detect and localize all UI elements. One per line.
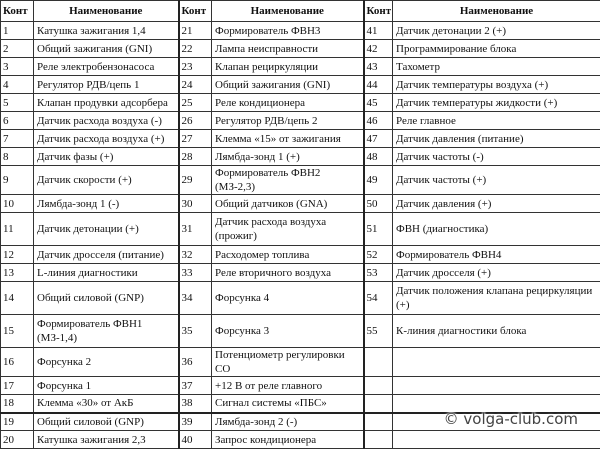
pin-name-cell: Запрос кондиционера <box>212 431 364 449</box>
pin-number-cell: 2 <box>1 40 34 58</box>
table-row <box>1 264 600 282</box>
pin-number-cell: 27 <box>179 130 212 148</box>
table-row <box>1 22 600 40</box>
watermark: © volga-club.com <box>444 410 578 428</box>
pin-name-cell: Датчик дросселя (+) <box>393 264 600 282</box>
pin-name-cell <box>393 348 600 377</box>
pin-name-cell: Форсунка 2 <box>34 348 179 377</box>
pin-number-cell: 43 <box>364 58 393 76</box>
pin-number-cell: 37 <box>179 377 212 395</box>
pin-number-cell: 41 <box>364 22 393 40</box>
pin-number-cell: 4 <box>1 76 34 94</box>
pin-number-cell: 5 <box>1 94 34 112</box>
pin-name-cell: Датчик скорости (+) <box>34 166 179 195</box>
header-name-1: Наименование <box>34 1 179 22</box>
pin-name-cell: Датчик расхода воздуха (-) <box>34 112 179 130</box>
pin-number-cell: 1 <box>1 22 34 40</box>
pin-name-cell: Регулятор РДВ/цепь 2 <box>212 112 364 130</box>
pin-number-cell: 22 <box>179 40 212 58</box>
pin-number-cell: 45 <box>364 94 393 112</box>
pin-number-cell: 34 <box>179 282 212 315</box>
pin-name-cell: Датчик частоты (+) <box>393 166 600 195</box>
pin-name-cell <box>393 431 600 449</box>
pin-name-cell: Общий зажигания (GNI) <box>212 76 364 94</box>
pin-name-cell: Клемма «30» от АкБ <box>34 395 179 413</box>
pin-number-cell: 10 <box>1 195 34 213</box>
pin-name-cell: Лямбда-зонд 2 (-) <box>212 413 364 431</box>
pin-number-cell: 52 <box>364 246 393 264</box>
pin-number-cell: 16 <box>1 348 34 377</box>
pin-name-cell: Регулятор РДВ/цепь 1 <box>34 76 179 94</box>
pin-name-cell: Датчик температуры жидкости (+) <box>393 94 600 112</box>
pin-number-cell: 40 <box>179 431 212 449</box>
table-row <box>1 76 600 94</box>
pin-number-cell: 29 <box>179 166 212 195</box>
header-name-2: Наименование <box>212 1 364 22</box>
pin-number-cell: 25 <box>179 94 212 112</box>
pin-name-cell: Общий силовой (GNP) <box>34 413 179 431</box>
pin-name-cell: Катушка зажигания 2,3 <box>34 431 179 449</box>
pin-name-cell: Датчик положения клапана рециркуляции (+) <box>393 282 600 315</box>
pin-name-cell: Программирование блока <box>393 40 600 58</box>
pin-name-cell: Датчик частоты (-) <box>393 148 600 166</box>
pin-number-cell: 12 <box>1 246 34 264</box>
pin-number-cell: 39 <box>179 413 212 431</box>
pin-name-cell: Сигнал системы «ПБС» <box>212 395 364 413</box>
table-row <box>1 40 600 58</box>
pin-number-cell: 32 <box>179 246 212 264</box>
pin-name-cell: Реле электробензонасоса <box>34 58 179 76</box>
pin-number-cell: 21 <box>179 22 212 40</box>
pin-name-cell: Формирователь ФВН4 <box>393 246 600 264</box>
table-row <box>1 195 600 213</box>
table-row <box>1 213 600 246</box>
pin-name-cell: Датчик дросселя (питание) <box>34 246 179 264</box>
pin-name-cell: Лямбда-зонд 1 (+) <box>212 148 364 166</box>
table-row <box>1 94 600 112</box>
pin-name-cell: ФВН (диагностика) <box>393 213 600 246</box>
pin-name-cell: Реле вторичного воздуха <box>212 264 364 282</box>
pin-number-cell: 15 <box>1 315 34 348</box>
pin-name-cell: Клемма «15» от зажигания <box>212 130 364 148</box>
table-row <box>1 246 600 264</box>
pin-name-cell: Клапан продувки адсорбера <box>34 94 179 112</box>
pin-name-cell: Тахометр <box>393 58 600 76</box>
pin-number-cell: 13 <box>1 264 34 282</box>
pin-number-cell: 8 <box>1 148 34 166</box>
table-row <box>1 282 600 315</box>
pin-name-cell: Формирователь ФВН3 <box>212 22 364 40</box>
pin-number-cell: 18 <box>1 395 34 413</box>
pin-name-cell: Формирователь ФВН2 (МЗ-2,3) <box>212 166 364 195</box>
pin-number-cell: 23 <box>179 58 212 76</box>
pin-name-cell: Расходомер топлива <box>212 246 364 264</box>
table-row <box>1 377 600 395</box>
pin-name-cell: Датчик фазы (+) <box>34 148 179 166</box>
pin-number-cell: 11 <box>1 213 34 246</box>
pin-number-cell: 20 <box>1 431 34 449</box>
pin-name-cell: Датчик расхода воздуха (+) <box>34 130 179 148</box>
pin-name-cell: Общий силовой (GNP) <box>34 282 179 315</box>
pin-number-cell: 50 <box>364 195 393 213</box>
pin-number-cell: 48 <box>364 148 393 166</box>
pin-number-cell: 42 <box>364 40 393 58</box>
pin-number-cell: 36 <box>179 348 212 377</box>
pin-name-cell: Общий зажигания (GNI) <box>34 40 179 58</box>
pin-number-cell: 9 <box>1 166 34 195</box>
header-name-3: Наименование <box>393 1 600 22</box>
pin-name-cell: Катушка зажигания 1,4 <box>34 22 179 40</box>
header-num-1: Конт <box>1 1 34 22</box>
table-row <box>1 431 600 449</box>
pin-name-cell: Лампа неисправности <box>212 40 364 58</box>
pin-number-cell <box>364 395 393 413</box>
pin-number-cell: 33 <box>179 264 212 282</box>
pin-name-cell: Форсунка 4 <box>212 282 364 315</box>
pin-name-cell: Реле главное <box>393 112 600 130</box>
pin-number-cell: 30 <box>179 195 212 213</box>
header-row <box>1 1 600 22</box>
pin-number-cell: 26 <box>179 112 212 130</box>
header-num-2: Конт <box>179 1 212 22</box>
pin-number-cell: 7 <box>1 130 34 148</box>
pin-number-cell: 51 <box>364 213 393 246</box>
pin-name-cell: Форсунка 3 <box>212 315 364 348</box>
pin-number-cell: 54 <box>364 282 393 315</box>
table-row <box>1 58 600 76</box>
pin-number-cell: 46 <box>364 112 393 130</box>
pin-name-cell: Датчик детонации (+) <box>34 213 179 246</box>
pin-number-cell: 3 <box>1 58 34 76</box>
pin-number-cell: 17 <box>1 377 34 395</box>
pin-number-cell: 35 <box>179 315 212 348</box>
pin-name-cell: Лямбда-зонд 1 (-) <box>34 195 179 213</box>
pin-number-cell: 55 <box>364 315 393 348</box>
pin-number-cell <box>364 413 393 431</box>
pin-number-cell: 14 <box>1 282 34 315</box>
pin-number-cell: 6 <box>1 112 34 130</box>
pin-name-cell: Датчик давления (+) <box>393 195 600 213</box>
pin-name-cell: L-линия диагностики <box>34 264 179 282</box>
pin-name-cell: Форсунка 1 <box>34 377 179 395</box>
pin-name-cell: К-линия диагностики блока <box>393 315 600 348</box>
table-row <box>1 130 600 148</box>
pin-number-cell: 49 <box>364 166 393 195</box>
header-num-3: Конт <box>364 1 393 22</box>
pin-number-cell: 47 <box>364 130 393 148</box>
pin-number-cell: 44 <box>364 76 393 94</box>
pin-name-cell: Потенциометр регулировки СО <box>212 348 364 377</box>
pin-name-cell: Клапан рециркуляции <box>212 58 364 76</box>
pin-name-cell: Формирователь ФВН1 (МЗ-1,4) <box>34 315 179 348</box>
pin-number-cell <box>364 377 393 395</box>
table-row <box>1 348 600 377</box>
pin-name-cell: Общий датчиков (GNA) <box>212 195 364 213</box>
pin-name-cell: Датчик температуры воздуха (+) <box>393 76 600 94</box>
pin-number-cell: 24 <box>179 76 212 94</box>
table-row <box>1 112 600 130</box>
pin-number-cell: 28 <box>179 148 212 166</box>
pin-number-cell <box>364 431 393 449</box>
pin-name-cell: +12 В от реле главного <box>212 377 364 395</box>
pin-name-cell: Датчик расхода воздуха (прожиг) <box>212 213 364 246</box>
pin-number-cell: 31 <box>179 213 212 246</box>
pin-number-cell: 53 <box>364 264 393 282</box>
pin-name-cell: Датчик детонации 2 (+) <box>393 22 600 40</box>
pin-name-cell: Датчик давления (питание) <box>393 130 600 148</box>
pin-number-cell: 19 <box>1 413 34 431</box>
pin-name-cell: Реле кондиционера <box>212 94 364 112</box>
pin-number-cell: 38 <box>179 395 212 413</box>
table-row <box>1 315 600 348</box>
pin-number-cell <box>364 348 393 377</box>
table-row <box>1 166 600 195</box>
table-row <box>1 148 600 166</box>
pin-name-cell <box>393 377 600 395</box>
